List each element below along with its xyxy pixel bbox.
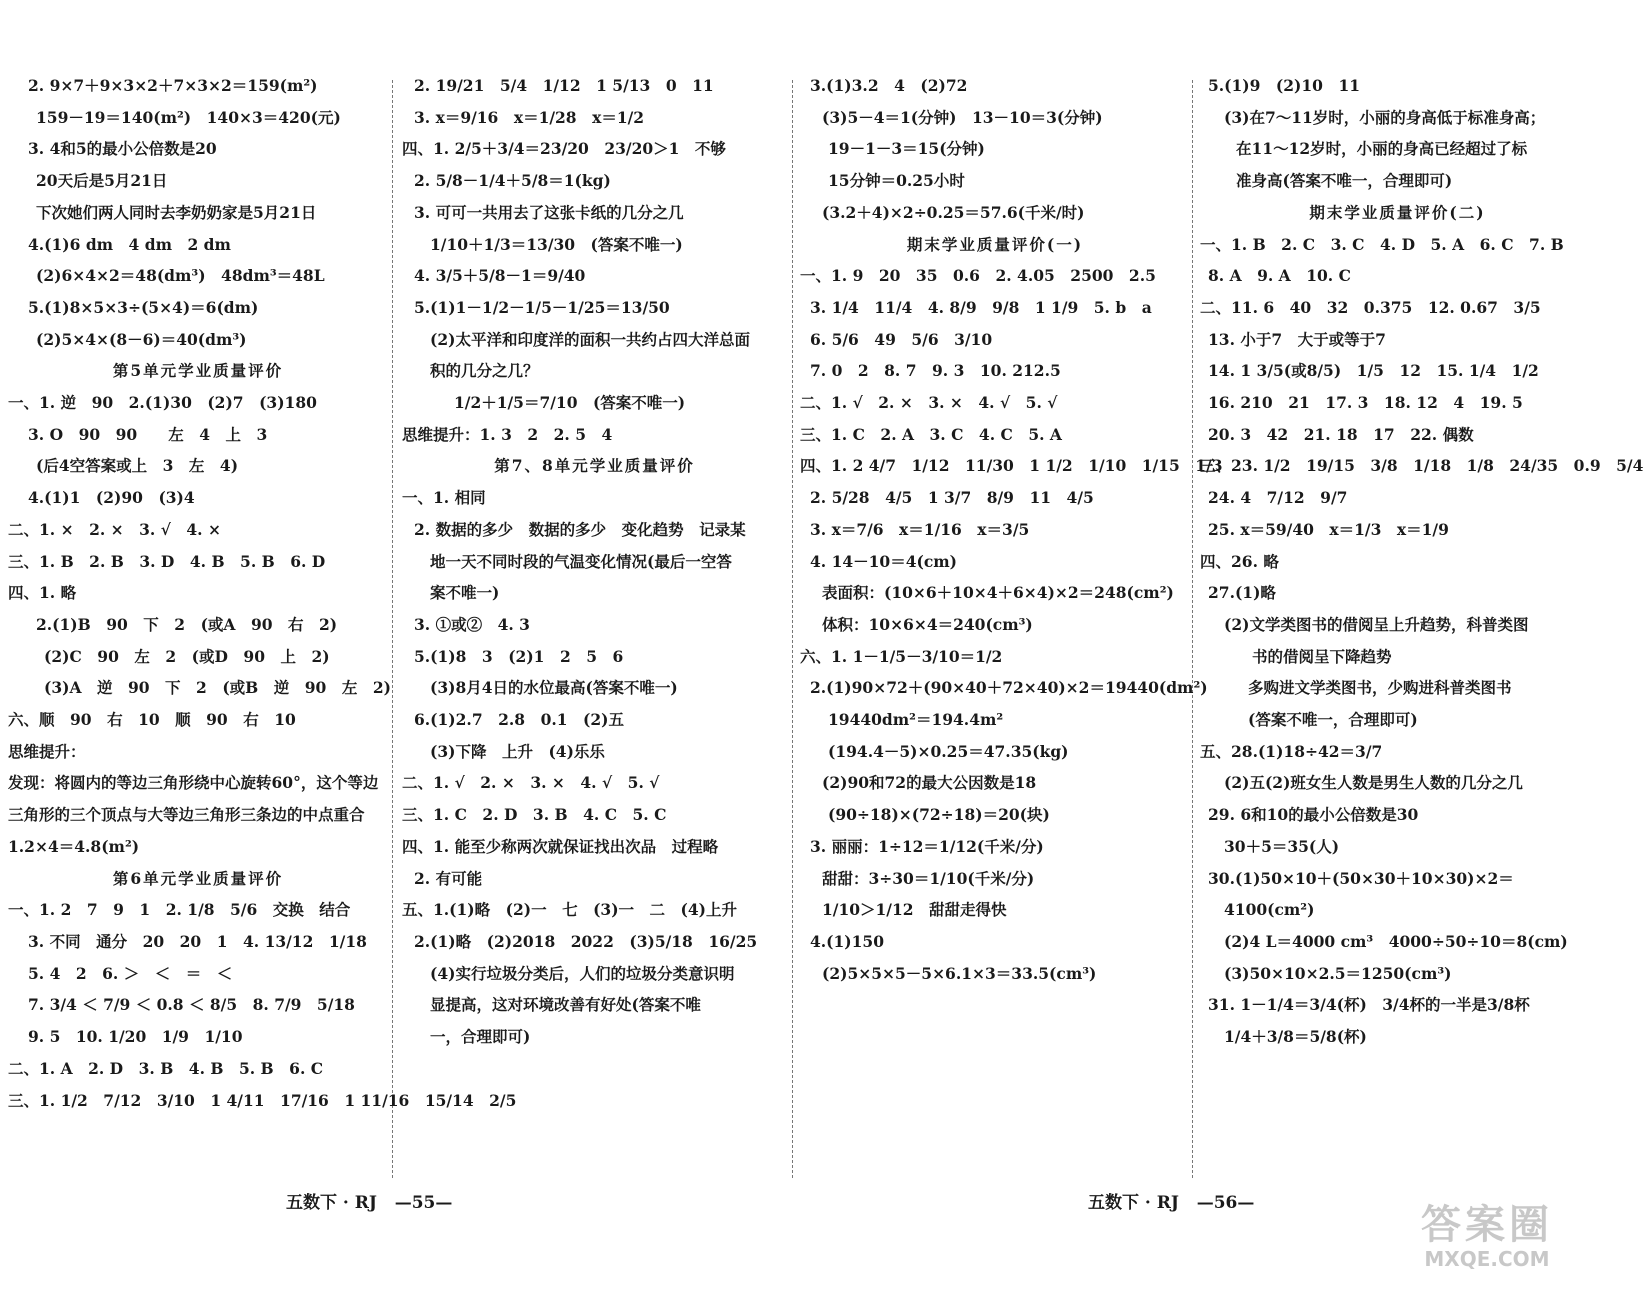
answer-line: 思维提升：1. 3 2 2. 5 4 (402, 424, 613, 444)
answer-line: (4)实行垃圾分类后，人们的垃圾分类意识明 (430, 963, 735, 983)
answer-line: 14. 1 3/5(或8/5) 1/5 12 15. 1/4 1/2 (1208, 361, 1539, 381)
answer-line: 三、1. C 2. D 3. B 4. C 5. C (402, 805, 667, 825)
answer-line: 准身高(答案不唯一，合理即可) (1236, 171, 1453, 191)
answer-line: 4100(cm²) (1224, 900, 1315, 920)
answer-line: 4.(1)6 dm 4 dm 2 dm (28, 234, 231, 254)
answer-line: 3. 丽丽：1÷12＝1/12(千米/分) (810, 836, 1044, 856)
answer-line: 4.(1)1 (2)90 (3)4 (28, 488, 195, 508)
answer-line: 30.(1)50×10＋(50×30＋10×30)×2＝ (1208, 868, 1514, 888)
answer-line: 13. 小于7 大于或等于7 (1208, 329, 1386, 349)
answer-line: 5.(1)8 3 (2)1 2 5 6 (414, 646, 624, 666)
answer-line: 6.(1)2.7 2.8 0.1 (2)五 (414, 710, 624, 730)
answer-line: (3)5－4＝1(分钟) 13－10＝3(分钟) (822, 107, 1103, 127)
page-footer-left (286, 1188, 452, 1213)
answer-line: 书的借阅呈下降趋势 (1252, 646, 1392, 666)
answer-line: 1/2＋1/5＝7/10 (答案不唯一) (454, 393, 686, 413)
answer-line: 五、28.(1)18÷42＝3/7 (1200, 741, 1383, 761)
answer-line: 2.(1)略 (2)2018 2022 (3)5/18 16/25 (414, 931, 758, 951)
answer-line: 四、26. 略 (1200, 551, 1279, 571)
answer-line: 29. 6和10的最小公倍数是30 (1208, 805, 1419, 825)
answer-line: 3. 可可一共用去了这张卡纸的几分之几 (414, 202, 684, 222)
answer-line: 19440dm²＝194.4m² (828, 710, 1004, 730)
answer-line: 三、1. B 2. B 3. D 4. B 5. B 6. D (8, 551, 326, 571)
answer-line: (2)5×4×(8－6)＝40(dm³) (36, 329, 247, 349)
watermark (1392, 1202, 1582, 1274)
section-heading: 期末学业质量评价(二) (1309, 202, 1486, 222)
answer-line: 二、1. × 2. × 3. √ 4. × (8, 519, 221, 539)
answer-line: 二、1. A 2. D 3. B 4. B 5. B 6. C (8, 1058, 324, 1078)
answer-line: (3)在7～11岁时，小丽的身高低于标准身高； (1224, 107, 1546, 127)
answer-line: 15分钟＝0.25小时 (828, 171, 965, 191)
answer-line: (答案不唯一，合理即可) (1248, 710, 1418, 730)
answer-line: (3)8月4日的水位最高(答案不唯一) (430, 678, 678, 698)
watermark-site: MXQE.COM (1424, 1247, 1550, 1271)
answer-line: 积的几分之几？ (430, 361, 539, 381)
answer-line: 二、1. √ 2. × 3. × 4. √ 5. √ (800, 393, 1058, 413)
answer-column-2 (402, 70, 787, 1053)
answer-line: 二、11. 6 40 32 0.375 12. 0.67 3/5 (1200, 297, 1541, 317)
answer-line: (后4空答案或上 3 左 4) (36, 456, 239, 476)
answer-line: 四、1. 2 4/7 1/12 11/30 1 1/2 1/10 1/15 1/3 (800, 456, 1223, 476)
answer-line: 1/10＋1/3＝13/30 (答案不唯一) (430, 234, 683, 254)
answer-line: 一、1. 逆 90 2.(1)30 (2)7 (3)180 (8, 393, 317, 413)
answer-line: 20. 3 42 21. 18 17 22. 偶数 (1208, 424, 1474, 444)
answer-line: 3. x＝9/16 x＝1/28 x＝1/2 (414, 107, 645, 127)
answer-line: 一、1. 2 7 9 1 2. 1/8 5/6 交换 结合 (8, 900, 351, 920)
answer-line: 2. 5/8－1/4＋5/8＝1(kg) (414, 171, 611, 191)
answer-line: 六、1. 1－1/5－3/10＝1/2 (800, 646, 1003, 666)
section-heading: 第7、8单元学业质量评价 (494, 456, 695, 476)
column-divider (792, 80, 793, 1178)
answer-line: 3.(1)3.2 4 (2)72 (810, 76, 968, 95)
answer-line: 7. 0 2 8. 7 9. 3 10. 212.5 (810, 361, 1061, 381)
section-heading: 期末学业质量评价(一) (906, 234, 1084, 254)
answer-line: 2.(1)90×72＋(90×40＋72×40)×2＝19440(dm²) (810, 678, 1208, 698)
answer-line: 30＋5＝35(人) (1224, 836, 1340, 856)
watermark-logo: 答案圈 (1421, 1202, 1553, 1248)
answer-line: 2. 19/21 5/4 1/12 1 5/13 0 11 (414, 76, 714, 95)
answer-line: 发现：将圆内的等边三角形绕中心旋转60°，这个等边 (8, 773, 379, 793)
column-divider (392, 80, 393, 1178)
answer-line: 四、1. 能至少称两次就保证找出次品 过程略 (402, 836, 719, 856)
answer-line: 一、1. 相同 (402, 488, 486, 508)
answer-line: (2)4 L＝4000 cm³ 4000÷50÷10＝8(cm) (1224, 931, 1568, 951)
answer-line: 3. 不同 通分 20 20 1 4. 13/12 1/18 (28, 931, 367, 951)
answer-line: 1.2×4＝4.8(m²) (8, 836, 140, 856)
answer-line: 3. O 90 90 左 4 上 3 (28, 424, 268, 444)
answer-line: 1/10＞1/12 甜甜走得快 (822, 900, 1007, 920)
answer-line: 27.(1)略 (1208, 583, 1276, 603)
answer-line: 一、1. B 2. C 3. C 4. D 5. A 6. C 7. B (1200, 234, 1564, 254)
page-number: —55— (394, 1193, 453, 1213)
answer-line: (2)5×5×5－5×6.1×3＝33.5(cm³) (822, 963, 1097, 983)
answer-line: (2)文学类图书的借阅呈上升趋势，科普类图 (1224, 614, 1529, 634)
answer-line: 4. 3/5＋5/8－1＝9/40 (414, 266, 586, 286)
answer-line: 显提高，这对环境改善有好处(答案不唯 (430, 995, 701, 1015)
answer-line: (3.2＋4)×2÷0.25＝57.6(千米/时) (822, 202, 1085, 222)
answer-line: 在11～12岁时，小丽的身高已经超过了标 (1236, 139, 1528, 159)
answer-line: 3. 4和5的最小公倍数是20 (28, 139, 217, 159)
answer-line: 5.(1)8×5×3÷(5×4)＝6(dm) (28, 297, 259, 317)
answer-line: 20天后是5月21日 (36, 171, 168, 191)
answer-line: (2)五(2)班女生人数是男生人数的几分之几 (1224, 773, 1523, 793)
book-label: 五数下 · RJ (286, 1193, 377, 1213)
answer-line: 4. 14－10＝4(cm) (810, 551, 958, 571)
answer-line: (3)A 逆 90 下 2 (或B 逆 90 左 2) (44, 678, 391, 698)
answer-line: 多购进文学类图书，少购进科普类图书 (1248, 678, 1512, 698)
answer-line: 体积：10×6×4＝240(cm³) (822, 614, 1033, 634)
answer-line: (2)6×4×2＝48(dm³) 48dm³＝48L (36, 266, 325, 286)
answer-line: 二、1. √ 2. × 3. × 4. √ 5. √ (402, 773, 660, 793)
answer-line: 9. 5 10. 1/20 1/9 1/10 (28, 1027, 243, 1047)
answer-line: (3)50×10×2.5＝1250(cm³) (1224, 963, 1452, 983)
column-divider (1192, 80, 1193, 1178)
answer-line: (90÷18)×(72÷18)＝20(块) (828, 805, 1050, 825)
answer-line: (2)90和72的最大公因数是18 (822, 773, 1037, 793)
answer-line: (3)下降 上升 (4)乐乐 (430, 741, 605, 761)
answer-line: 下次她们两人同时去李奶奶家是5月21日 (36, 202, 317, 222)
answer-line: 5.(1)1－1/2－1/5－1/25＝13/50 (414, 297, 670, 317)
answer-line: 三、1. C 2. A 3. C 4. C 5. A (800, 424, 1062, 444)
answer-line: 三、23. 1/2 19/15 3/8 1/18 1/8 24/35 0.9 5/4 (1200, 456, 1643, 476)
answer-line: 思维提升： (8, 741, 86, 761)
answer-line: 一、1. 9 20 35 0.6 2. 4.05 2500 2.5 (800, 266, 1156, 286)
answer-line: 4.(1)150 (810, 931, 884, 951)
answer-line: 8. A 9. A 10. C (1208, 266, 1351, 286)
page-number: —56— (1196, 1193, 1255, 1213)
answer-line: 三、1. 1/2 7/12 3/10 1 4/11 17/16 1 11/16 15/14 2/5 (8, 1090, 517, 1110)
book-label: 五数下 · RJ (1088, 1193, 1179, 1213)
answer-line: 6. 5/6 49 5/6 3/10 (810, 329, 993, 349)
answer-line: 5.(1)9 (2)10 11 (1208, 76, 1361, 95)
answer-line: 甜甜：3÷30＝1/10(千米/分) (822, 868, 1035, 888)
answer-line: 5. 4 2 6. ＞ ＜ ＝ ＜ (28, 963, 233, 983)
answer-line: 16. 210 21 17. 3 18. 12 4 19. 5 (1208, 393, 1523, 413)
answer-line: 四、1. 2/5＋3/4＝23/20 23/20＞1 不够 (402, 139, 726, 159)
answer-line: 3. x＝7/6 x＝1/16 x＝3/5 (810, 519, 1030, 539)
answer-line: 六、顺 90 右 10 顺 90 右 10 (8, 710, 296, 730)
answer-line: 7. 3/4 ＜ 7/9 ＜ 0.8 ＜ 8/5 8. 7/9 5/18 (28, 995, 355, 1015)
answer-line: 31. 1－1/4＝3/4(杯) 3/4杯的一半是3/8杯 (1208, 995, 1530, 1015)
section-heading: 第5单元学业质量评价 (112, 361, 284, 381)
answer-line: (2)C 90 左 2 (或D 90 上 2) (44, 646, 330, 666)
answer-line: 24. 4 7/12 9/7 (1208, 488, 1348, 508)
answer-line: 159－19＝140(m²) 140×3＝420(元) (36, 107, 341, 127)
section-heading: 第6单元学业质量评价 (112, 868, 284, 888)
answer-column-3 (800, 70, 1223, 989)
answer-line: 表面积：(10×6＋10×4＋6×4)×2＝248(cm²) (822, 583, 1174, 603)
answer-line: 2. 5/28 4/5 1 3/7 8/9 11 4/5 (810, 488, 1094, 508)
answer-line: 2.(1)B 90 下 2 (或A 90 右 2) (36, 614, 338, 634)
answer-line: 案不唯一) (430, 583, 500, 603)
answer-line: 2. 数据的多少 数据的多少 变化趋势 记录某 (414, 519, 746, 539)
answer-line: (194.4－5)×0.25＝47.35(kg) (828, 741, 1069, 761)
answer-column-4 (1200, 70, 1643, 1053)
page-footer-right (1088, 1188, 1254, 1213)
answer-line: 3. 1/4 11/4 4. 8/9 9/8 1 1/9 5. b a (810, 297, 1152, 317)
answer-line: 四、1. 略 (8, 583, 77, 603)
answer-line: 2. 9×7＋9×3×2＋7×3×2＝159(m²) (28, 76, 318, 95)
answer-line: 三角形的三个顶点与大等边三角形三条边的中点重合 (8, 805, 365, 825)
answer-line: 地一天不同时段的气温变化情况(最后一空答 (430, 551, 732, 571)
answer-line: 一，合理即可) (430, 1027, 531, 1047)
answer-line: 2. 有可能 (414, 868, 483, 888)
answer-line: 3. ①或② 4. 3 (414, 614, 530, 634)
answer-line: 25. x＝59/40 x＝1/3 x＝1/9 (1208, 519, 1449, 539)
answer-line: 1/4＋3/8＝5/8(杯) (1224, 1027, 1367, 1047)
answer-line: 19－1－3＝15(分钟) (828, 139, 985, 159)
answer-line: (2)太平洋和印度洋的面积一共约占四大洋总面 (430, 329, 750, 349)
answer-line: 五、1.(1)略 (2)一 七 (3)一 二 (4)上升 (402, 900, 737, 920)
